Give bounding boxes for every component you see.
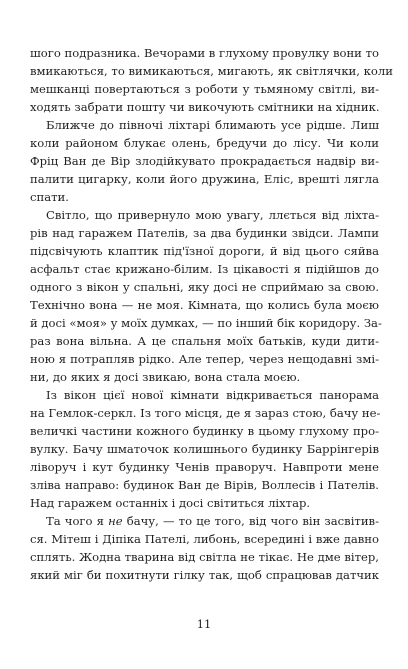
- text-line: ліворуч і кут будинку Ченів праворуч. Навпроти мене: [30, 460, 379, 474]
- text-line: який міг би похитнути гілку так, щоб спрацював датчик: [30, 568, 379, 582]
- text-line: на Гемлок-серкл. Із того місця, де я зараз стою, бачу не-: [30, 406, 381, 420]
- text-segment: Та чого я: [46, 514, 109, 528]
- text-line: Фріц Ван де Вір злодійкувато прокрадається надвір ви-: [30, 154, 379, 168]
- text-line: ною я потрапляв рідко. Але тепер, через нещодавні змі-: [30, 352, 379, 366]
- text-line: ходять забрати пошту чи викочують смітники на хідник.: [30, 100, 380, 114]
- text-line: Світло, що привернуло мою увагу, ллється від ліхта-: [46, 208, 379, 222]
- text-line: раз вона вільна. А це спальня моїх батьків, куди дити-: [30, 334, 379, 348]
- page-number: 11: [196, 617, 212, 631]
- text-line: Над гаражем останніх і досі світиться ліхтар.: [30, 496, 311, 510]
- text-line: палити цигарку, коли його дружина, Еліс, врешті лягла: [30, 172, 379, 186]
- text-line: вмикаються, то вимикаються, мигають, як світлячки, коли: [30, 64, 393, 78]
- text-line: асфальт стає крижано-білим. Із цікавості я підійшов до: [30, 262, 379, 276]
- text-line: Із вікон цієї нової кімнати відкривається панорама: [46, 388, 379, 402]
- emphasized-word: не: [108, 514, 123, 528]
- text-line: величкі частини кожного будинку в цьому глухому про-: [30, 424, 379, 438]
- text-line: Технічно вона — не моя. Кімната, що колись була моєю: [30, 298, 379, 312]
- text-line: ни, до яких я досі звикаю, вона стала моєю.: [30, 370, 301, 384]
- text-line: й досі «моя» у моїх думках, — по інший бік коридору. За-: [30, 316, 382, 330]
- text-line: шого подразника. Вечорами в глухому провулку вони то: [30, 46, 379, 60]
- text-segment: бачу, — то це того, від чого він засвітив-: [122, 514, 379, 528]
- text-line: спати.: [30, 190, 69, 204]
- text-line-with-emphasis: [30, 512, 379, 530]
- text-line: вулку. Бачу шматочок колишнього будинку Баррінгерів: [30, 442, 379, 456]
- text-line: Ближче до півночі ліхтарі блимають усе рідше. Лиш: [46, 118, 379, 132]
- text-line: мешканці повертаються з роботи у тьмяному світлі, ви-: [30, 82, 379, 96]
- text-line: ся. Мітеш і Діпіка Пателі, либонь, всередині і вже давно: [30, 532, 379, 546]
- text-line: сплять. Жодна тварина від світла не тікає. Не дме вітер,: [30, 550, 379, 564]
- text-line: одного з вікон у спальні, яку досі не сприймаю за свою.: [30, 280, 379, 294]
- page-body: [30, 44, 393, 584]
- text-line: зліва направо: будинок Ван де Вірів, Воллесів і Пателів.: [30, 478, 379, 492]
- text-line: підсвічують клаптик під'їзної дороги, й від цього сяйва: [30, 244, 379, 258]
- text-line: коли районом блукає олень, бредучи до лісу. Чи коли: [30, 136, 379, 150]
- text-line: рів над гаражем Пателів, за два будинки звідси. Лампи: [30, 226, 379, 240]
